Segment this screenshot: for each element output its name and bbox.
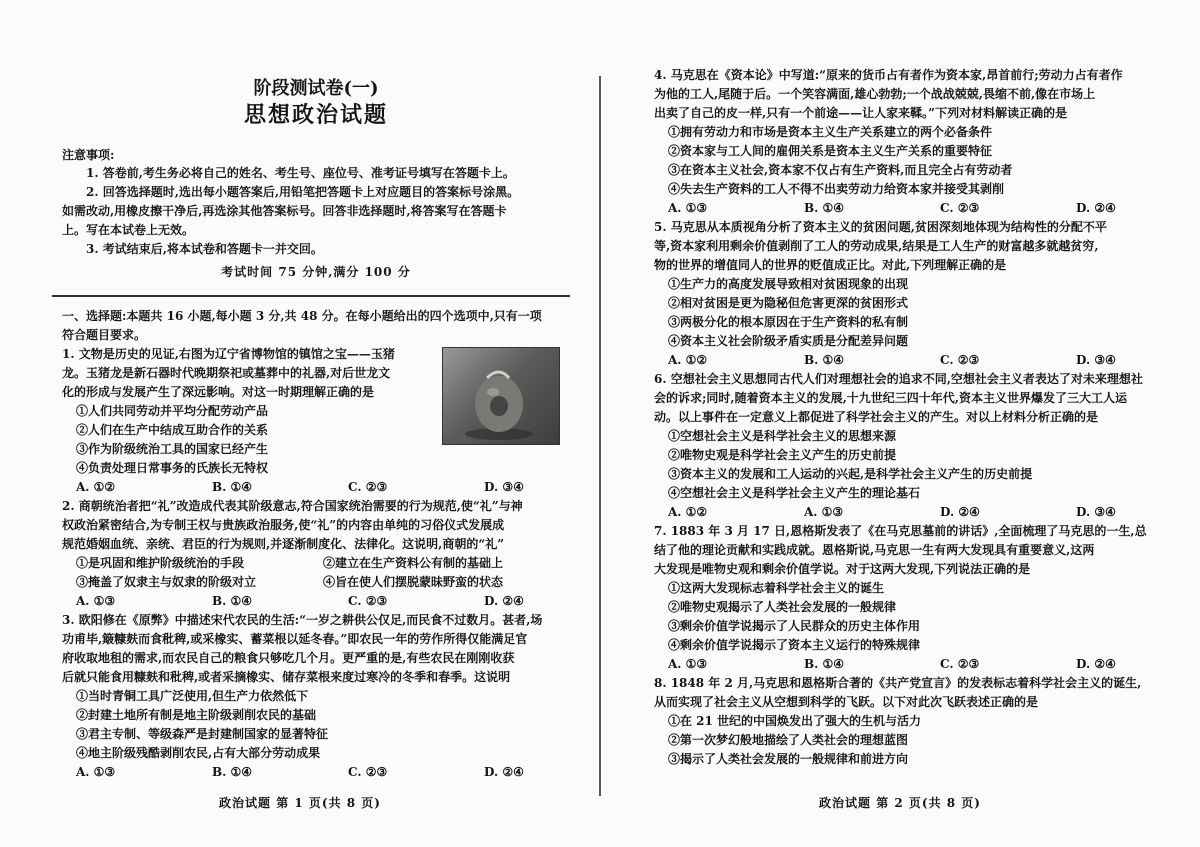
choice-a: A. ①③ <box>76 765 116 779</box>
option: ④资本主义社会阶级矛盾实质是分配差异问题 <box>668 334 909 348</box>
note-line: 3. 考试结束后,将本试卷和答题卡一并交回。 <box>86 242 323 256</box>
right-page <box>600 0 1200 847</box>
option: ④剩余价值学说揭示了资本主义运行的特殊规律 <box>668 638 921 652</box>
option: ④地主阶级残酷剥削农民,占有大部分劳动成果 <box>76 746 321 760</box>
exam-time: 考试时间 75 分钟,满分 100 分 <box>221 265 411 279</box>
choice-d: D. ③④ <box>1076 353 1116 367</box>
question-stem: 8. 1848 年 2 月,马克思和恩格斯合著的《共产党宣言》的发表标志着科学社会主义的诞生, <box>654 676 1142 690</box>
option: ②资本家与工人间的雇佣关系是资本主义生产关系的重要特征 <box>668 144 993 158</box>
choice-d: D. ②④ <box>1076 657 1116 671</box>
option: ①人们共同劳动并平均分配劳动产品 <box>76 404 269 418</box>
exam-title-subject: 思想政治试题 <box>243 102 388 128</box>
option: ②第一次梦幻般地描绘了人类社会的理想蓝图 <box>668 733 909 747</box>
question-stem: 规范婚姻血统、亲统、君臣的行为规则,并逐渐制度化、法律化。这说明,商朝的“礼” <box>62 537 505 551</box>
choice-d: D. ②④ <box>1076 201 1116 215</box>
choice-a: A. ①③ <box>668 201 708 215</box>
choice-b: B. ①④ <box>804 201 845 215</box>
page-footer-left: 政治试题 第 1 页(共 8 页) <box>219 796 381 810</box>
choice-c: D. ②④ <box>940 505 980 519</box>
answer-choices <box>654 199 1174 218</box>
header-rule <box>52 295 570 297</box>
notes-heading: 注意事项: <box>62 148 115 162</box>
option: ①这两大发现标志着科学社会主义的诞生 <box>668 581 885 595</box>
question-stem: 物的世界的增值同人的世界的贬值成正比。对此,下列理解正确的是 <box>654 258 1007 272</box>
choice-b: B. ①④ <box>804 353 845 367</box>
question-stem: 4. 马克思在《资本论》中写道:“原来的货币占有者作为资本家,昂首前行;劳动力占有者作 <box>654 68 1123 82</box>
question-stem: 5. 马克思从本质视角分析了资本主义的贫困问题,贫困深刻地体现为结构性的分配不平 <box>654 220 1107 234</box>
option: ③剩余价值学说揭示了人民群众的历史主体作用 <box>668 619 921 633</box>
option: ②唯物史观揭示了人类社会发展的一般规律 <box>668 600 897 614</box>
question-3 <box>62 611 570 782</box>
section-heading-cont: 符合题目要求。 <box>62 328 147 342</box>
question-4 <box>654 66 1174 218</box>
choice-b: B. ①④ <box>804 657 845 671</box>
question-stem: 2. 商朝统治者把“礼”改造成代表其阶级意志,符合国家统治需要的行为规范,使“礼”与神 <box>62 499 523 513</box>
choice-b: A. ①③ <box>804 505 844 519</box>
choice-c: C. ②③ <box>348 480 388 494</box>
choice-c: C. ②③ <box>940 657 980 671</box>
option: ②人们在生产中结成互助合作的关系 <box>76 423 269 437</box>
question-stem: 会的诉求;同时,随着资本主义的发展,十九世纪三四十年代,资本主义世界爆发了三大工人运 <box>654 391 1127 405</box>
option: ②封建土地所有制是地主阶级剥削农民的基础 <box>76 708 317 722</box>
jade-pig-dragon-photo <box>442 347 560 445</box>
question-stem: 3. 欧阳修在《原弊》中描述宋代农民的生活:“一岁之耕供公仅足,而民食不过数月。甚者,场 <box>62 613 543 627</box>
question-stem: 为他的工人,尾随于后。一个笑容满面,雄心勃勃;一个战战兢兢,畏缩不前,像在市场上 <box>654 87 1096 101</box>
answer-choices <box>654 503 1174 522</box>
question-stem: 出卖了自己的皮一样,只有一个前途——让人家来鞣。”下列对材料解读正确的是 <box>654 106 1068 120</box>
question-5 <box>654 218 1174 370</box>
question-stem: 从而实现了社会主义从空想到科学的飞跃。以下对此次飞跃表述正确的是 <box>654 695 1039 709</box>
question-6 <box>654 370 1174 522</box>
note-line: 1. 答卷前,考生务必将自己的姓名、考生号、座位号、准考证号填写在答题卡上。 <box>86 166 515 180</box>
question-stem: 7. 1883 年 3 月 17 日,恩格斯发表了《在马克思墓前的讲话》,全面梳理了马克思的一生,总 <box>654 524 1147 538</box>
choice-a: A. ①② <box>76 480 116 494</box>
choice-c: C. ②③ <box>940 353 980 367</box>
choice-c: C. ②③ <box>940 201 980 215</box>
option: ①生产力的高度发展导致相对贫困现象的出现 <box>668 277 909 291</box>
question-stem: 6. 空想社会主义思想同古代人们对理想社会的追求不同,空想社会主义者表达了对未来理想社 <box>654 372 1143 386</box>
answer-choices <box>654 351 1174 370</box>
choice-d: D. ②④ <box>484 765 524 779</box>
option: ①在 21 世纪的中国焕发出了强大的生机与活力 <box>668 714 922 728</box>
option: ②建立在生产资料公有制的基础上 <box>323 556 504 570</box>
option: ①空想社会主义是科学社会主义的思想来源 <box>668 429 897 443</box>
question-stem: 权政治紧密结合,为专制王权与贵族政治服务,使“礼”的内容由单纯的习俗仪式发展成 <box>62 518 505 532</box>
question-2 <box>62 497 570 611</box>
option: ③两极分化的根本原因在于生产资料的私有制 <box>668 315 909 329</box>
answer-choices <box>62 592 570 611</box>
option: ③作为阶级统治工具的国家已经产生 <box>76 442 269 456</box>
question-stem: 功甫毕,簸糠麸而食秕稗,或采橡实、蓄菜根以延冬春。”即农民一年的劳作所得仅能满足官 <box>62 632 528 646</box>
option: ③掩盖了奴隶主与奴隶的阶级对立 <box>76 575 257 589</box>
choice-b: B. ①④ <box>212 765 253 779</box>
option: ③在资本主义社会,资本家不仅占有生产资料,而且完全占有劳动者 <box>668 163 1013 177</box>
question-stem: 大发现是唯物史观和剩余价值学说。对于这两大发现,下列说法正确的是 <box>654 562 1031 576</box>
answer-choices <box>62 763 570 782</box>
choice-d: D. ③④ <box>1076 505 1116 519</box>
question-8 <box>654 674 1174 769</box>
choice-b: B. ①④ <box>212 480 253 494</box>
question-1 <box>62 345 570 497</box>
exam-title-stage: 阶段测试卷(一) <box>253 78 379 99</box>
question-stem: 等,资本家利用剩余价值剥削了工人的劳动成果,结果是工人生产的财富越多就越贫穷, <box>654 239 1099 253</box>
option: ④空想社会主义是科学社会主义产生的理论基石 <box>668 486 921 500</box>
note-line: 2. 回答选择题时,选出每小题答案后,用铅笔把答题卡上对应题目的答案标号涂黑。 <box>86 185 520 199</box>
answer-choices <box>62 478 570 497</box>
question-stem: 化的形成与发展产生了深远影响。对这一时期理解正确的是 <box>62 385 375 399</box>
choice-d: D. ②④ <box>484 594 524 608</box>
option: ④负责处理日常事务的氏族长无特权 <box>76 461 269 475</box>
option: ③君主专制、等级森严是封建制国家的显著特征 <box>76 727 329 741</box>
option: ②相对贫困是更为隐秘但危害更深的贫困形式 <box>668 296 909 310</box>
section-heading: 一、选择题:本题共 16 小题,每小题 3 分,共 48 分。在每小题给出的四个选项中,只有一项 <box>62 309 542 323</box>
choice-c: C. ②③ <box>348 594 388 608</box>
answer-choices <box>654 655 1174 674</box>
choice-a: A. ①② <box>668 353 708 367</box>
question-stem: 1. 文物是历史的见证,右图为辽宁省博物馆的镇馆之宝——玉猪 <box>62 347 395 361</box>
question-stem: 龙。玉猪龙是新石器时代晚期祭祀或墓葬中的礼器,对后世龙文 <box>62 366 391 380</box>
choice-b: B. ①④ <box>212 594 253 608</box>
choice-a: A. ①② <box>668 505 708 519</box>
option: ③资本主义的发展和工人运动的兴起,是科学社会主义产生的历史前提 <box>668 467 1033 481</box>
question-stem: 后就只能食用糠麸和秕稗,或者采摘橡实、储存菜根来度过寒冷的冬季和春季。这说明 <box>62 670 511 684</box>
option: ④旨在使人们摆脱蒙昧野蛮的状态 <box>323 575 504 589</box>
option: ④失去生产资料的工人不得不出卖劳动力给资本家并接受其剥削 <box>668 182 1005 196</box>
option: ①是巩固和维护阶级统治的手段 <box>76 556 245 570</box>
choice-a: A. ①③ <box>668 657 708 671</box>
choice-c: C. ②③ <box>348 765 388 779</box>
choice-d: D. ③④ <box>484 480 524 494</box>
question-stem: 动。以上事件在一定意义上都促进了科学社会主义的产生。对以上材料分析正确的是 <box>654 410 1099 424</box>
question-stem: 结了他的理论贡献和实践成就。恩格斯说,马克思一生有两大发现具有重要意义,这两 <box>654 543 1095 557</box>
choice-a: A. ①③ <box>76 594 116 608</box>
question-stem: 府收取地租的需求,而农民自己的粮食只够吃几个月。更严重的是,有些农民在刚刚收获 <box>62 651 515 665</box>
note-line: 如需改动,用橡皮擦干净后,再选涂其他答案标号。回答非选择题时,将答案写在答题卡 <box>62 204 507 218</box>
page-footer-right: 政治试题 第 2 页(共 8 页) <box>819 796 981 810</box>
option: ③揭示了人类社会发展的一般规律和前进方向 <box>668 752 909 766</box>
option: ②唯物史观是科学社会主义产生的历史前提 <box>668 448 897 462</box>
option: ①当时青铜工具广泛使用,但生产力依然低下 <box>76 689 309 703</box>
question-7 <box>654 522 1174 674</box>
option: ①拥有劳动力和市场是资本主义生产关系建立的两个必备条件 <box>668 125 993 139</box>
note-line: 上。写在本试卷上无效。 <box>62 223 195 237</box>
